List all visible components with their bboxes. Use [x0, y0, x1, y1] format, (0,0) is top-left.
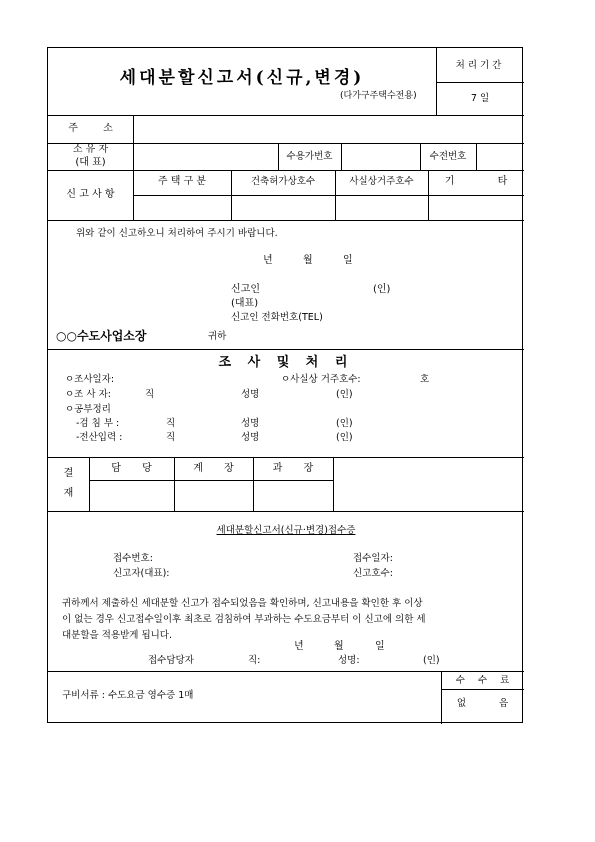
receipt-notice-line-1: 귀하께서 제출하신 세대분할 신고가 접수되었음을 확인하며, 신고내용을 확인한 후 이상 — [62, 598, 423, 609]
divider-line — [333, 457, 334, 511]
other-header: 기 타 — [444, 176, 508, 187]
divider-line — [476, 143, 477, 170]
request-date-day: 일 — [343, 255, 353, 266]
approval-chief-header: 계 장 — [193, 463, 234, 474]
office-head: ○○수도사업소장 — [56, 329, 147, 343]
divider-line — [436, 82, 524, 83]
survey-date-label: ㅇ조사일자: — [65, 374, 115, 385]
receipt-clerk-name: 성명: — [338, 655, 360, 666]
actual-units-label: ㅇ사실상 거주호수: — [281, 374, 361, 385]
divider-line — [48, 170, 524, 171]
receipt-day: 일 — [375, 641, 385, 652]
computer-entry-seal: (인) — [336, 432, 353, 443]
meter-reading-position: 직 — [166, 418, 176, 429]
reporter-seal: (인) — [373, 284, 391, 295]
meter-reading-label: -검 침 부 : — [76, 418, 120, 429]
receipt-title: 세대분할신고서(신규·변경)접수증 — [216, 525, 356, 536]
request-statement: 위와 같이 신고하오니 처리하여 주시기 바랍니다. — [76, 228, 278, 239]
receipt-reporter-label: 신고자(대표): — [113, 568, 170, 579]
meter-number-label: 수전번호 — [429, 151, 467, 162]
divider-line — [48, 115, 524, 116]
customer-number-label: 수용가번호 — [286, 151, 333, 162]
fee-value: 없 음 — [456, 698, 509, 709]
owner-representative-label: (대 표) — [75, 157, 106, 168]
report-items-label: 신 고 사 항 — [66, 189, 115, 200]
actual-units-suffix: 호 — [420, 374, 430, 385]
receipt-notice-line-3: 대분할을 적용받게 됩니다. — [62, 630, 173, 641]
receipt-date-label: 접수일자: — [353, 553, 393, 564]
approval-label-bottom: 재 — [63, 488, 74, 499]
reporter-label: 신고인 — [231, 284, 260, 295]
receipt-number-label: 접수번호: — [113, 553, 153, 564]
honorific: 귀하 — [208, 331, 227, 342]
processing-period-label: 처리기간 — [455, 60, 505, 71]
divider-line — [341, 143, 342, 170]
divider-line — [48, 457, 524, 458]
divider-line — [89, 480, 333, 481]
divider-line — [48, 220, 524, 221]
divider-line — [48, 671, 524, 672]
processing-period-value: 7 일 — [470, 93, 490, 104]
computer-entry-position: 직 — [166, 432, 176, 443]
surveyor-name: 성명 — [241, 389, 260, 400]
fee-label: 수 수 료 — [455, 675, 510, 686]
divider-line — [48, 511, 524, 512]
approval-director-header: 과 장 — [272, 463, 314, 474]
actual-units-header: 사실상거주호수 — [349, 176, 414, 187]
required-documents: 구비서류 : 수도요금 영수증 1매 — [62, 690, 194, 701]
request-date-month: 월 — [303, 255, 313, 266]
surveyor-position: 직 — [145, 389, 155, 400]
permitted-units-header: 건축허가상호수 — [250, 176, 316, 187]
surveyor-label: ㅇ조 사 자: — [65, 389, 111, 400]
request-date-year: 년 — [263, 255, 273, 266]
form-title: 세대분할신고서(신규,변경) — [119, 68, 365, 88]
address-label: 주 소 — [68, 123, 113, 134]
application-form — [47, 47, 523, 723]
reporter-phone-label: 신고인 전화번호(TEL) — [231, 312, 323, 323]
computer-entry-label: -전산입력 : — [76, 432, 123, 443]
owner-label: 소 유 자 — [72, 144, 109, 155]
divider-line — [441, 689, 524, 690]
divider-line — [133, 115, 134, 220]
receipt-clerk-label: 접수담당자 — [148, 655, 194, 666]
surveyor-seal: (인) — [336, 389, 353, 400]
meter-reading-name: 성명 — [241, 418, 260, 429]
receipt-month: 월 — [334, 641, 344, 652]
divider-line — [48, 349, 524, 350]
meter-reading-seal: (인) — [336, 418, 353, 429]
approval-staff-header: 담 당 — [111, 463, 152, 474]
computer-entry-name: 성명 — [241, 432, 260, 443]
receipt-clerk-position: 직: — [248, 655, 261, 666]
divider-line — [133, 195, 524, 196]
approval-label-top: 결 — [63, 468, 74, 479]
ledger-label: ㅇ공부정리 — [65, 404, 111, 415]
inspection-heading: 조 사 및 처 리 — [218, 355, 354, 370]
housing-type-header: 주 택 구 분 — [157, 176, 207, 187]
representative-label: (대표) — [231, 298, 259, 309]
form-subtitle: (다가구주택수전용) — [340, 91, 417, 101]
receipt-year: 년 — [294, 641, 304, 652]
receipt-clerk-seal: (인) — [423, 655, 440, 666]
receipt-units-label: 신고호수: — [353, 568, 393, 579]
receipt-notice-line-2: 이 없는 경우 신고접수일이후 최초로 검침하여 부과하는 수도요금부터 이 신고에 의한 세 — [62, 614, 426, 625]
